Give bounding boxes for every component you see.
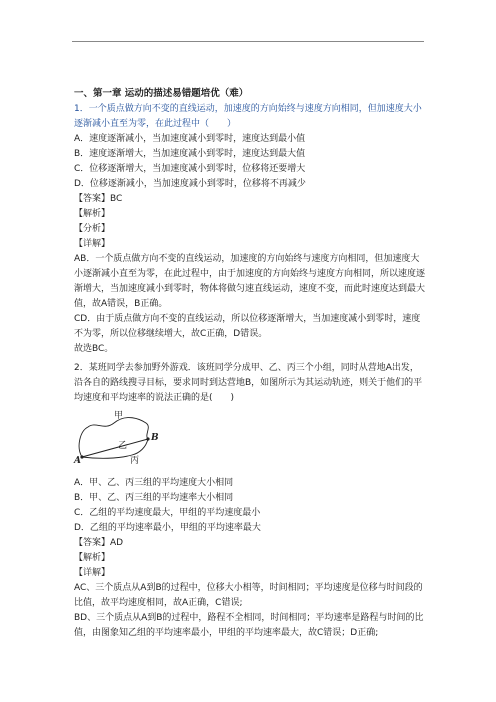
q1-option-c: C．位移逐渐增大，当加速度减小到零时，位移将还要增大 [74, 164, 306, 174]
document-body [74, 86, 426, 641]
label-b: B [151, 433, 159, 443]
q1-detail-ab: AB．一个质点做方向不变的直线运动，加速度的方向始终与速度方向相同，但加速度大小逐渐减小直至为零，在此过程中，由于加速度的方向始终与速度方向相同，所以速度逐渐增大，当加速度减小到零时，物体将做匀速直线运动，速度不变，而此时速度达到最大值，故A错误，B正确。 [74, 254, 426, 309]
trajectory-diagram [74, 409, 184, 471]
q1-stem: 1．一个质点做方向不变的直线运动，加速度的方向始终与速度方向相同，但加速度大小逐渐减小直至为零，在此过程中（ ） [74, 104, 422, 129]
q1-conclusion: 故选BC。 [74, 344, 114, 354]
q1-option-b: B．速度逐渐增大，当加速度减小到零时，速度达到最大值 [74, 149, 306, 159]
q2-jiexi: 【解析】 [74, 553, 111, 563]
q2-option-b: B．甲、乙、丙三组的平均速率大小相同 [74, 493, 234, 503]
q1-jiexi: 【解析】 [74, 209, 111, 219]
q2-detail-bd: BD、三个质点从A到B的过程中，路程不全相同，时间相同；平均速率是路程与时间的比值，由图象知乙组的平均速率最小，甲组的平均速率最大，故C错误；D正确; [74, 613, 424, 638]
q1-xiangjie: 【详解】 [74, 239, 111, 249]
q1-fenxi: 【分析】 [74, 224, 111, 234]
q2-answer: 【答案】AD [74, 538, 124, 548]
q1-option-a: A．速度逐渐减小，当加速度减小到零时，速度达到最小值 [74, 134, 306, 144]
q2-option-a: A．甲、乙、丙三组的平均速度大小相同 [74, 478, 234, 488]
q2-detail-ac: AC、三个质点从A到B的过程中，位移大小相等，时间相同；平均速度是位移与时间段的比值，故平均速度相同，故A正确，C错误; [74, 583, 423, 608]
label-a: A [74, 456, 81, 466]
q2-option-c: C．乙组的平均速度最大，甲组的平均速度最小 [74, 508, 261, 518]
label-jia: 甲 [114, 411, 124, 421]
q1-option-d: D．位移逐渐减小，当加速度减小到零时，位移将不再减少 [74, 179, 306, 189]
q2-xiangjie: 【详解】 [74, 568, 111, 578]
q2-option-d: D．乙组的平均速率最小，甲组的平均速率最大 [74, 523, 261, 533]
label-yi: 乙 [118, 441, 128, 451]
section-title: 一、第一章 运动的描述易错题培优（难） [74, 88, 249, 99]
header-rule [72, 41, 424, 42]
q1-answer: 【答案】BC [74, 194, 123, 204]
q1-detail-cd: CD．由于质点做方向不变的直线运动，所以位移逐渐增大，当加速度减小到零时，速度不为零，所以位移继续增大，故C正确，D错误。 [74, 314, 421, 339]
q2-stem: 2．某班同学去参加野外游戏．该班同学分成甲、乙、丙三个小组，同时从营地A出发，沿各自的路线搜寻目标，要求同时到达营地B，如图所示为其运动轨迹，则关于他们的平均速度和平均速率的说法正确的是( ) [74, 363, 423, 403]
point-b [146, 437, 149, 440]
label-bing: 丙 [130, 456, 140, 466]
trajectory-figure [74, 409, 184, 471]
